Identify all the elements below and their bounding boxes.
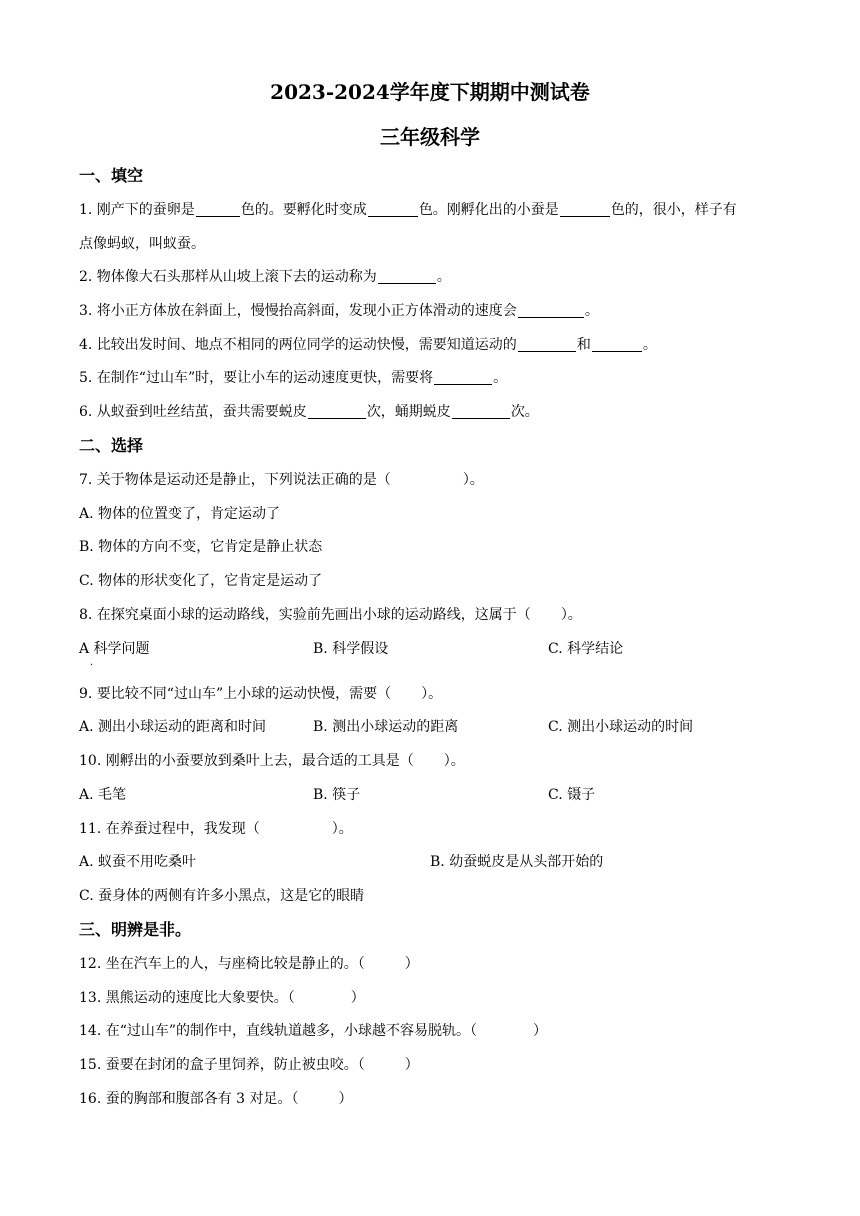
q10-stem-b: ）。 xyxy=(443,753,465,769)
q5-text-a: 5. 在制作“过山车”时，要让小车的运动速度更快，需要将 xyxy=(79,370,434,386)
question-1-continued: 点像蚂蚁，叫蚁蚕。 xyxy=(79,236,205,252)
q15-text-b: ） xyxy=(404,1057,419,1073)
q4-text-b: 和 xyxy=(576,337,591,353)
q5-blank[interactable] xyxy=(434,370,492,385)
q6-blank-1[interactable] xyxy=(308,404,366,419)
q7-option-c: C. 物体的形状变化了，它肯定是运动了 xyxy=(79,573,323,589)
q6-blank-2[interactable] xyxy=(452,404,510,419)
q13-text-a: 13. 黑熊运动的速度比大象要快。（ xyxy=(79,990,295,1006)
q13-text-b: ） xyxy=(350,990,365,1006)
q3-text-b: 。 xyxy=(584,303,599,319)
q16-text-a: 16. 蚕的胸部和腹部各有 3 对足。（ xyxy=(79,1091,299,1107)
q11-option-a: A. 蚁蚕不用吃桑叶 xyxy=(79,854,197,870)
q4-text-a: 4. 比较出发时间、地点不相同的两位同学的运动快慢，需要知道运动的 xyxy=(79,337,517,353)
question-12 xyxy=(79,953,419,973)
question-10 xyxy=(79,750,465,770)
question-11 xyxy=(79,818,353,838)
section-heading-true-false: 三、明辨是非。 xyxy=(79,920,192,939)
q16-text-b: ） xyxy=(338,1091,353,1107)
q7-stem-a: 7. 关于物体是运动还是静止，下列说法正确的是（ xyxy=(79,472,391,488)
question-7 xyxy=(79,469,484,489)
q9-stem-a: 9. 要比较不同“过山车”上小球的运动快慢，需要（ xyxy=(79,686,392,702)
question-4 xyxy=(79,334,657,354)
question-9 xyxy=(79,683,442,703)
q10-option-c: C. 镊子 xyxy=(548,787,596,803)
q1-text-d: 色的，很小，样子有 xyxy=(610,202,737,218)
exam-subtitle: 三年级科学 xyxy=(380,125,480,149)
q3-blank[interactable] xyxy=(518,303,584,318)
q11-stem-a: 11. 在养蚕过程中，我发现（ xyxy=(79,821,260,837)
question-16 xyxy=(79,1088,353,1108)
q1-blank-1[interactable] xyxy=(196,202,240,217)
q5-text-b: 。 xyxy=(493,370,508,386)
q8-stem-a: 8. 在探究桌面小球的运动路线，实验前先画出小球的运动路线，这属于（ xyxy=(79,607,531,623)
q7-stem-b: ）。 xyxy=(462,472,484,488)
q1-blank-3[interactable] xyxy=(560,202,610,217)
q1-text-b: 色的。要孵化时变成 xyxy=(240,202,367,218)
q6-text-b: 次，蛹期蜕皮 xyxy=(366,404,451,420)
q2-text-b: 。 xyxy=(436,269,451,285)
q10-stem-a: 10. 刚孵出的小蚕要放到桑叶上去，最合适的工具是（ xyxy=(79,753,414,769)
q11-stem-b: ）。 xyxy=(331,821,353,837)
question-8 xyxy=(79,604,582,624)
q15-text-a: 15. 蚕要在封闭的盒子里饲养，防止被虫咬。（ xyxy=(79,1057,365,1073)
q6-text-c: 次。 xyxy=(510,404,539,420)
q4-blank-1[interactable] xyxy=(518,337,576,352)
q2-text-a: 2. 物体像大石头那样从山坡上滚下去的运动称为 xyxy=(79,269,377,285)
question-5 xyxy=(79,367,507,387)
q1-text-c: 色。刚孵化出的小蚕是 xyxy=(418,202,559,218)
question-2 xyxy=(79,266,451,286)
q9-stem-b: ）。 xyxy=(421,686,443,702)
q10-option-b: B. 筷子 xyxy=(313,787,361,803)
q11-option-c: C. 蚕身体的两侧有许多小黑点，这是它的眼睛 xyxy=(79,888,365,904)
q14-text-a: 14. 在“过山车”的制作中，直线轨道越多，小球越不容易脱轨。（ xyxy=(79,1023,478,1039)
section-heading-fill-blank: 一、填空 xyxy=(79,166,144,185)
q4-blank-2[interactable] xyxy=(592,337,642,352)
q1-blank-2[interactable] xyxy=(368,202,418,217)
question-6 xyxy=(79,401,539,421)
q7-option-b: B. 物体的方向不变，它肯定是静止状态 xyxy=(79,539,323,555)
q2-blank[interactable] xyxy=(378,269,436,284)
question-13 xyxy=(79,987,365,1007)
q8-option-b: B. 科学假设 xyxy=(313,641,389,657)
q1-text-a: 1. 刚产下的蚕卵是 xyxy=(79,202,195,218)
question-14 xyxy=(79,1020,547,1040)
q12-text-b: ） xyxy=(404,956,419,972)
q6-text-a: 6. 从蚁蚕到吐丝结茧，蚕共需要蜕皮 xyxy=(79,404,307,420)
q12-text-a: 12. 坐在汽车上的人，与座椅比较是静止的。（ xyxy=(79,956,365,972)
q9-option-a: A. 测出小球运动的距离和时间 xyxy=(79,719,267,735)
q7-option-a: A. 物体的位置变了，肯定运动了 xyxy=(79,506,281,522)
q3-text-a: 3. 将小正方体放在斜面上，慢慢抬高斜面，发现小正方体滑动的速度会 xyxy=(79,303,517,319)
q9-option-b: B. 测出小球运动的距离 xyxy=(313,719,459,735)
question-1 xyxy=(79,199,737,219)
q8-option-c: C. 科学结论 xyxy=(548,641,624,657)
q8-option-a-dot: · xyxy=(90,660,94,671)
q8-stem-b: ）。 xyxy=(560,607,582,623)
q9-option-c: C. 测出小球运动的时间 xyxy=(548,719,694,735)
section-heading-multiple-choice: 二、选择 xyxy=(79,436,144,455)
question-3 xyxy=(79,300,599,320)
q14-text-b: ） xyxy=(533,1023,548,1039)
q10-option-a: A. 毛笔 xyxy=(79,787,127,803)
exam-title: 2023-2024学年度下期期中测试卷 xyxy=(270,80,590,104)
q8-option-a: A 科学问题 xyxy=(79,641,150,657)
q4-text-c: 。 xyxy=(642,337,657,353)
q11-option-b: B. 幼蚕蜕皮是从头部开始的 xyxy=(430,854,604,870)
question-15 xyxy=(79,1054,419,1074)
